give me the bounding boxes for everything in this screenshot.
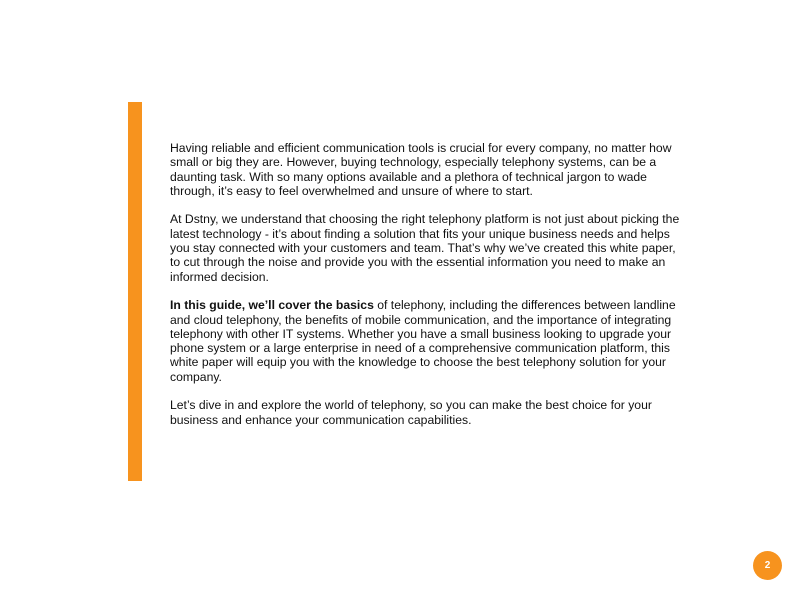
page-number: 2 [764,560,771,571]
guide-paragraph [170,298,685,384]
paragraph-text: of telephony, including the differences between landline and cloud telephony, the benefits of mobile communication, and the importance of integrating telephony with other IT systems. Whether you have a small business looking to upgrade your phone system or a large enterprise in need of a comprehensive communication platform, this white paper will equip you with the knowledge to choose the best telephony solution for your company. [170,298,676,384]
body-text [170,141,685,441]
accent-bar [128,102,142,481]
intro-paragraph [170,141,685,198]
paragraph-text: At Dstny, we understand that choosing the right telephony platform is not just about picking the latest technology - it’s about finding a solution that fits your unique business needs and helps you stay connected with your customers and team. That’s why we’ve created this white paper, to cut through the noise and provide you with the essential information you need to make an informed decision. [170,212,680,284]
guide-emphasis: In this guide, we’ll cover the basics [170,298,374,313]
page-number-badge [753,551,782,580]
dstny-paragraph [170,212,685,283]
paragraph-text: Having reliable and efficient communication tools is crucial for every company, no matter how small or big they are. However, buying technology, especially telephony systems, can be a daunting task. With so many options available and a plethora of technical jargon to wade through, it’s easy to feel overwhelmed and unsure of where to start. [170,141,672,198]
paragraph-text: Let’s dive in and explore the world of telephony, so you can make the best choice for your business and enhance your communication capabilities. [170,398,652,427]
closing-paragraph [170,398,685,427]
